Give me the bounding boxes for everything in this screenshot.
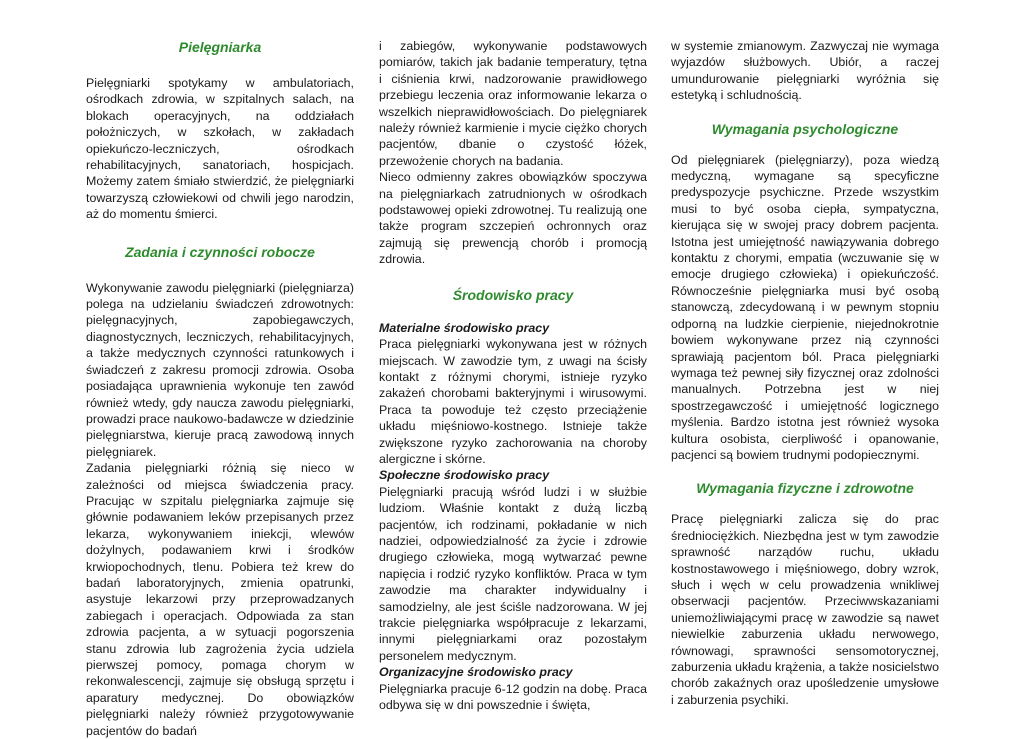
tasks-paragraph-1: Wykonywanie zawodu pielęgniarki (pielęgniarza) polega na udzielaniu świadczeń zdrowotnych: pielęgnacyjnych, zapobiegawczych, diagnostycznych, leczniczych, rehabilitacyjnych, a także medycznych czynności ratunkowych i świadczeń z zakresu promocji zdrowia. Osoba posiadająca uprawnienia wykonuje ten zawód również wtedy, gdy naucza zawodu pielęgniarki, prowadzi prace naukowo-badawcze w dziedzinie pielęgniarstwa, kieruje pracą zawodową innych pielęgniarek.: [86, 280, 354, 459]
column-3: [671, 38, 939, 708]
heading-zadania: Zadania i czynności robocze: [125, 243, 315, 260]
social-env-paragraph: Pielęgniarki pracują wśród ludzi i w służbie ludziom. Właśnie kontakt z dużą liczbą pacjentów, ich rodzinami, pokładanie w nich nadziei, odpowiedzialność za życie i zdrowie drugiego człowieka, mogą wytwarzać pewne napięcia i rodzić ryzyko konfliktów. Praca w tym zawodzie ma charakter indywidualny i samodzielny, ale jest ściśle nadzorowana. W jej trakcie pielęgniarka współpracuje z lekarzami, innymi pielęgniarkami oraz pozostałym personelem medycznym.: [379, 484, 647, 663]
org-env-paragraph: Pielęgniarka pracuje 6-12 godzin na dobę. Praca odbywa się w dni powszednie i święta,: [379, 681, 647, 713]
org-env-continued-paragraph: w systemie zmianowym. Zazwyczaj nie wymaga wyjazdów służbowych. Ubiór, a raczej umundurowanie pielęgniarki wyróżnia się estetyką i schludnością.: [671, 39, 939, 103]
psych-paragraph: Od pielęgniarek (pielęgniarzy), poza wiedzą medyczną, wymagane są specyficzne predyspozycje psychiczne. Przede wszystkim musi to być osoba ciepła, sympatyczna, kierująca się w swojej pracy dobrem pacjenta. Istotna jest umiejętność nawiązywania dobrego kontaktu z chorymi, empatia (wczuwanie się w emocje drugiego człowieka) i opiekuńczość. Równocześnie pielęgniarka musi być osobą stanowczą, zdecydowaną i w pewnym stopniu odporną na ludzkie cierpienie, niejednokrotnie bowiem wykonywane przez nią czynności sprawiają pacjentom ból. Praca pielęgniarki wymaga też pewnej siły fizycznej oraz zdolności manualnych. Potrzebna jest w niej spostrzegawczość i umiejętność logicznego myślenia. Bardzo istotna jest również wysoka kultura osobista, cierpliwość i opanowanie, pacjenci są bowiem trudnymi podopiecznymi.: [671, 152, 939, 462]
physical-paragraph: Pracę pielęgniarki zalicza się do prac średniociężkich. Niezbędna jest w tym zawodzie sprawność narządów ruchu, układu kostnostawowego i mięśniowego, dobry wzrok, słuch i węch w celu prowadzenia wnikliwej obserwacji pacjentów. Przeciwwskazaniami uniemożliwiającymi pracę w zawodzie są nawet niewielkie zaburzenia układu nerwowego, równowagi, sprawności sensomotorycznej, zaburzenia układu krążenia, a także nosicielstwo chorób zakaźnych oraz upośledzenie umysłowe i zaburzenia psychiki.: [671, 512, 939, 707]
heading-wymagania-fizyczne: Wymagania fizyczne i zdrowotne: [696, 480, 914, 497]
column-2: [379, 38, 647, 713]
subheading-materialne: Materialne środowisko pracy: [379, 320, 550, 335]
column-1: [86, 38, 354, 739]
heading-srodowisko: Środowisko pracy: [452, 286, 574, 303]
subheading-spoleczne: Społeczne środowisko pracy: [379, 468, 550, 483]
material-env-paragraph: Praca pielęgniarki wykonywana jest w różnych miejscach. W zawodzie tym, z uwagi na ścisły kontakt z różnymi chorymi, istnieje ryzyko zakażeń chorobami bakteryjnymi i wirusowymi. Praca ta powoduje też często przeciążenie układu mięśniowo-kostnego. Istnieje także zwiększone ryzyko zachorowania na choroby alergiczne i skórne.: [379, 337, 647, 466]
heading-pielegniarka: Pielęgniarka: [178, 39, 262, 55]
heading-wymagania-psychologiczne: Wymagania psychologiczne: [711, 120, 899, 137]
primary-care-paragraph: Nieco odmienny zakres obowiązków spoczywa na pielęgniarkach zatrudnionych w ośrodkach podstawowej opieki zdrowotnej. Tu realizują one także program szczepień ochronnych oraz zajmują się prewencją chorób i promocją zdrowia.: [379, 170, 647, 267]
tasks-continued-paragraph: i zabiegów, wykonywanie podstawowych pomiarów, takich jak badanie temperatury, tętna i ciśnienia krwi, nadzorowanie prawidłowego przebiegu leczenia oraz informowanie lekarza o wszelkich nieprawidłowościach. Do pielęgniarek należy również karmienie i mycie ciężko chorych pacjentów, dbanie o czystość łóżek, przewożenie chorych na badania.: [379, 39, 647, 168]
subheading-organizacyjne: Organizacyjne środowisko pracy: [379, 665, 573, 680]
tasks-paragraph-2: Zadania pielęgniarki różnią się nieco w zależności od miejsca świadczenia pracy. Pracując w szpitalu pielęgniarka zajmuje się głównie podawaniem leków przepisanych przez lekarza, wykonywaniem iniekcji, wlewów dożylnych, podawaniem krwi i środków krwiopochodnych, tlenu. Pobiera też krew do badań laboratoryjnych, zmienia opatrunki, asystuje lekarzowi przy przeprowadzanych zabiegach i operacjach. Odpowiada za stan zdrowia pacjenta, a w sytuacji pogorszenia stanu zdrowia lub zagrożenia życia udziela pierwszej pomocy, pomaga chorym w rekonwalescencji, zajmuje się obsługą sprzętu i aparatury medycznej. Do obowiązków pielęgniarki należy również przygotowywanie pacjentów do badań: [86, 461, 354, 738]
intro-paragraph: Pielęgniarki spotykamy w ambulatoriach, ośrodkach zdrowia, w szpitalnych salach, na blokach operacyjnych, na oddziałach położniczych, w szkołach, w zakładach opiekuńczo-leczniczych, ośrodkach rehabilitacyjnych, sanatoriach, hospicjach. Możemy zatem śmiało stwierdzić, że pielęgniarki towarzyszą człowiekowi od chwili jego narodzin, aż do momentu śmierci.: [86, 76, 354, 222]
